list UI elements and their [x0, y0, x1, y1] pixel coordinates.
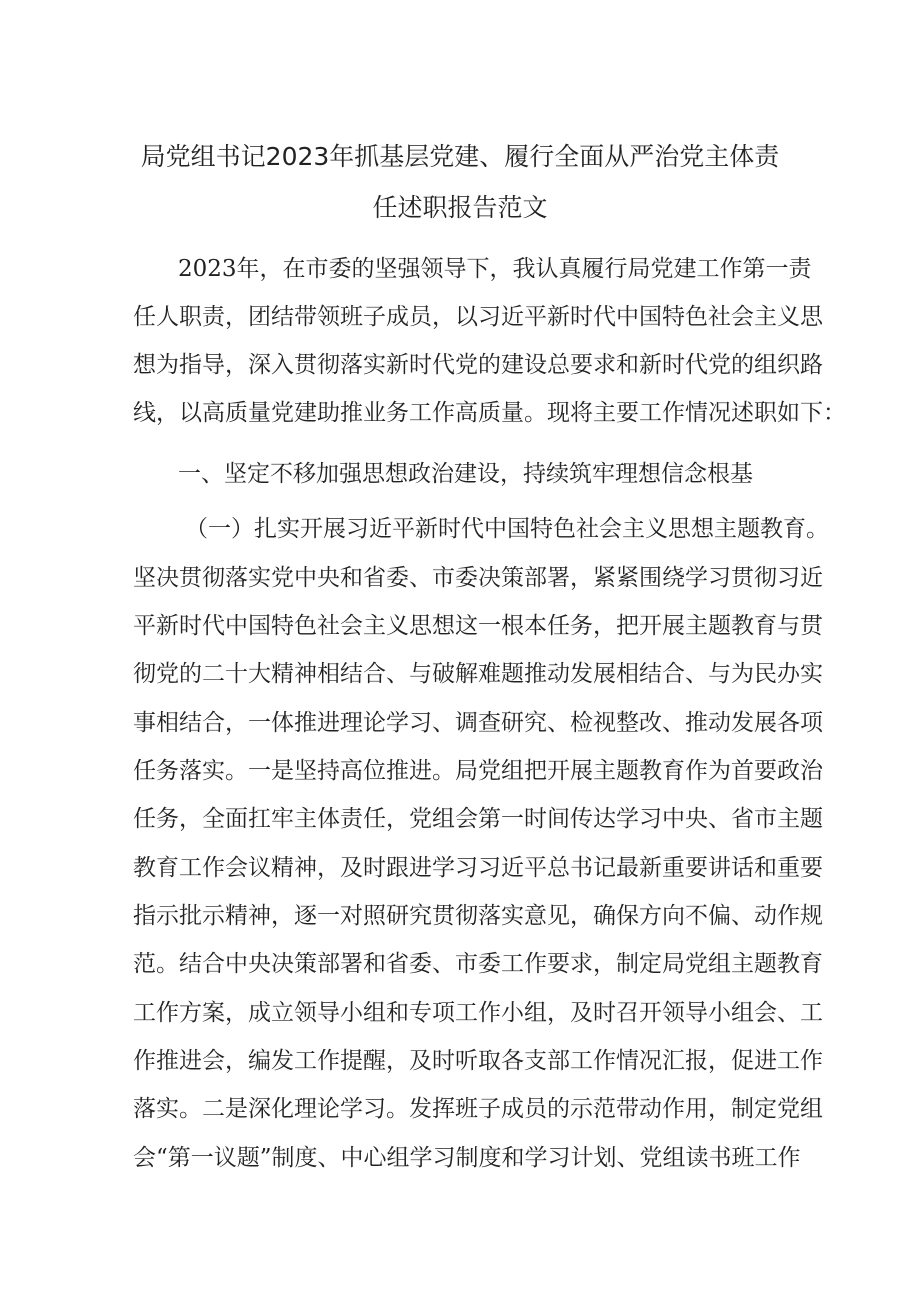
- document-title-line-2: 任述职报告范文: [372, 193, 548, 222]
- intro-paragraph-line: 想为指导，深入贯彻落实新时代党的建设总要求和新时代党的组织路: [133, 352, 823, 378]
- body-paragraph-line: 会“第一议题”制度、中心组学习制度和学习计划、党组读书班工作: [133, 1145, 801, 1171]
- body-paragraph-line: 工作方案，成立领导小组和专项工作小组，及时召开领导小组会、工: [133, 1000, 823, 1026]
- intro-paragraph-line: 任人职责，团结带领班子成员，以习近平新时代中国特色社会主义思: [133, 304, 823, 330]
- intro-paragraph-line: 2023年，在市委的坚强领导下，我认真履行局党建工作第一责: [178, 256, 812, 282]
- body-paragraph-line: 任务，全面扛牢主体责任，党组会第一时间传达学习中央、省市主题: [133, 806, 823, 832]
- document-title-line-1: 局党组书记2023年抓基层党建、履行全面从严治党主体责: [140, 142, 780, 171]
- body-paragraph-line: 指示批示精神，逐一对照研究贯彻落实意见，确保方向不偏、动作规: [133, 903, 823, 929]
- section-heading: 一、坚定不移加强思想政治建设，持续筑牢理想信念根基: [178, 461, 753, 487]
- subsection-heading: （一）扎实开展习近平新时代中国特色社会主义思想主题教育。: [185, 516, 829, 542]
- body-paragraph-line: 事相结合，一体推进理论学习、调查研究、检视整改、推动发展各项: [133, 710, 823, 736]
- body-paragraph-line: 平新时代中国特色社会主义思想这一根本任务，把开展主题教育与贯: [133, 613, 823, 639]
- body-paragraph-line: 彻党的二十大精神相结合、与破解难题推动发展相结合、与为民办实: [133, 661, 823, 687]
- body-paragraph-line: 任务落实。一是坚持高位推进。局党组把开展主题教育作为首要政治: [133, 758, 823, 784]
- intro-paragraph-line: 线，以高质量党建助推业务工作高质量。现将主要工作情况述职如下：: [133, 400, 846, 426]
- body-paragraph-line: 作推进会，编发工作提醒，及时听取各支部工作情况汇报，促进工作: [133, 1048, 823, 1074]
- body-paragraph-line: 教育工作会议精神，及时跟进学习习近平总书记最新重要讲话和重要: [133, 855, 823, 881]
- body-paragraph-line: 落实。二是深化理论学习。发挥班子成员的示范带动作用，制定党组: [133, 1096, 823, 1122]
- body-paragraph-line: 范。结合中央决策部署和省委、市委工作要求，制定局党组主题教育: [133, 951, 823, 977]
- body-paragraph-line: 坚决贯彻落实党中央和省委、市委决策部署，紧紧围绕学习贯彻习近: [133, 565, 823, 591]
